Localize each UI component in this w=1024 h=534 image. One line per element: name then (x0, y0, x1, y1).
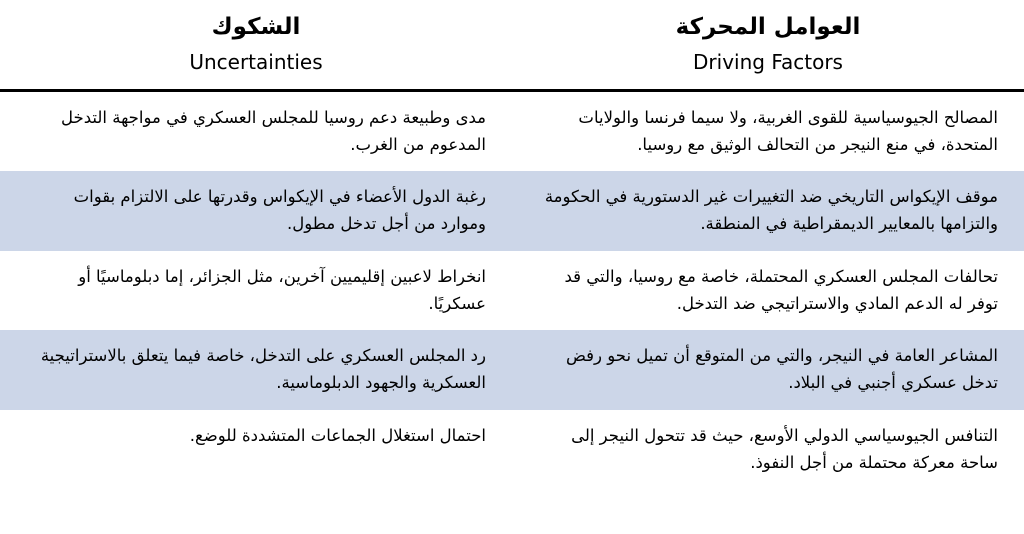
cell-text: موقف الإيكواس التاريخي ضد التغييرات غير الدستورية في الحكومة والتزامها بالمعايير الديمقراطية في المنطقة. (544, 187, 998, 234)
table-row (0, 410, 1024, 489)
cell-text: المصالح الجيوسياسية للقوى الغربية، ولا سيما فرنسا والولايات المتحدة، في منع النيجر من التحالف الوثيق مع روسيا. (578, 108, 998, 154)
column-header-driving-factors-arabic: العوامل المحركة (675, 14, 861, 40)
cell-uncertainties (0, 91, 512, 172)
table-header (0, 0, 1024, 91)
column-header-uncertainties-arabic: الشكوك (211, 14, 301, 40)
cell-uncertainties (0, 251, 512, 330)
table-row (0, 330, 1024, 409)
cell-text: انخراط لاعبين إقليميين آخرين، مثل الجزائر، إما دبلوماسيًا أو عسكريًا. (78, 266, 486, 313)
cell-driving-factors (512, 91, 1024, 172)
cell-driving-factors (512, 251, 1024, 330)
cell-text: رد المجلس العسكري على التدخل، خاصة فيما يتعلق بالاستراتيجية العسكرية والجهود الدبلوماسية. (40, 346, 486, 393)
cell-uncertainties (0, 410, 512, 489)
cell-text: احتمال استغلال الجماعات المتشددة للوضع. (189, 425, 486, 445)
cell-text: تحالفات المجلس العسكري المحتملة، خاصة مع روسيا، والتي قد توفر له الدعم المادي والاستراتيجي ضد التدخل. (564, 266, 998, 313)
table-row (0, 91, 1024, 172)
cell-uncertainties (0, 330, 512, 409)
cell-text: مدى وطبيعة دعم روسيا للمجلس العسكري في مواجهة التدخل المدعوم من الغرب. (61, 108, 486, 154)
cell-driving-factors (512, 330, 1024, 409)
cell-text: التنافس الجيوسياسي الدولي الأوسع، حيث قد تتحول النيجر إلى ساحة معركة محتملة من أجل النفوذ. (571, 425, 998, 472)
cell-text: رغبة الدول الأعضاء في الإيكواس وقدرتها على الالتزام بقوات وموارد من أجل تدخل مطول. (73, 187, 486, 234)
cell-driving-factors (512, 410, 1024, 489)
cell-driving-factors (512, 171, 1024, 250)
column-header-driving-factors-english: Driving Factors (693, 50, 843, 75)
column-header-uncertainties (0, 0, 512, 91)
column-header-uncertainties-english: Uncertainties (189, 50, 323, 75)
table-row (0, 171, 1024, 250)
table-row (0, 251, 1024, 330)
table-body (0, 91, 1024, 490)
cell-uncertainties (0, 171, 512, 250)
column-header-driving-factors (512, 0, 1024, 91)
cell-text: المشاعر العامة في النيجر، والتي من المتوقع أن تميل نحو رفض تدخل عسكري أجنبي في البلاد. (565, 346, 998, 393)
